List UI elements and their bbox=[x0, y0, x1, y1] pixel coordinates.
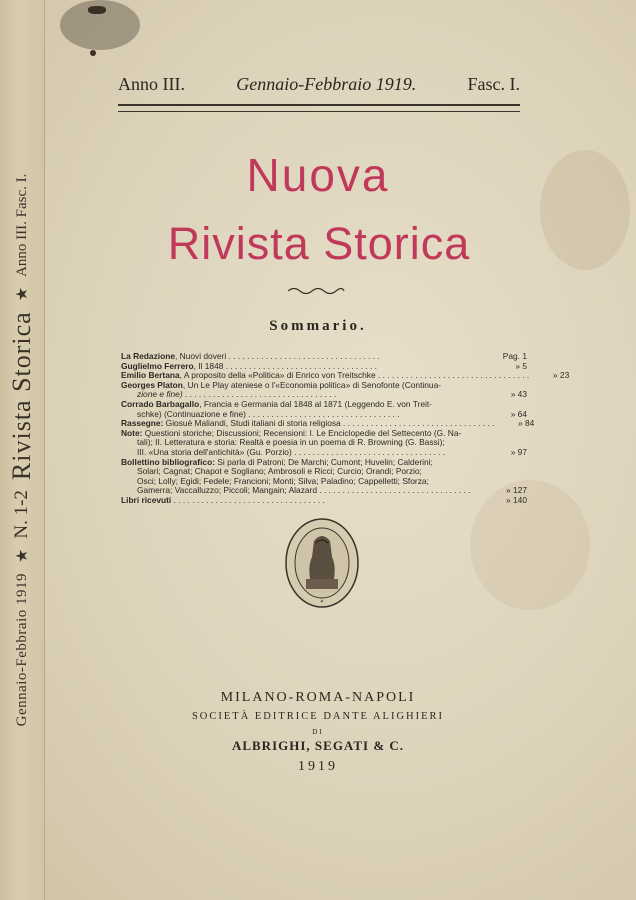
toc-author: Emilio Bertana bbox=[121, 370, 180, 381]
toc-entry-text: Rassegne: Giosuè Maliandi, Studi italiani di storia religiosa . . . . . . . . . . . . . . . . . . . . . . . . . . . . . . . . . bbox=[121, 418, 495, 429]
toc-author: Bollettino bibliografico: bbox=[121, 456, 215, 467]
toc-title: , Nuovi doveri bbox=[174, 351, 227, 361]
toc-title: , A proposito della «Politica» di Enrico von Treitschke bbox=[179, 370, 376, 381]
toc-page-number: » 23 bbox=[552, 370, 570, 381]
toc-title: zione e fine) bbox=[137, 389, 183, 400]
toc-page-number: » 5 bbox=[515, 360, 527, 371]
toc-title: tali); II. Letteratura e storia: Realtà e poesia in un poema di R. Browning (G. Bassi); bbox=[137, 437, 445, 448]
spine-number: N. 1-2 bbox=[11, 490, 32, 539]
spine-anno: Anno III. Fasc. I. bbox=[13, 173, 30, 277]
issue-fascicle: Fasc. I. bbox=[467, 74, 520, 94]
star-icon: ★ bbox=[14, 548, 31, 563]
star-icon: ★ bbox=[14, 286, 31, 302]
spine-title: Rivista Storica bbox=[7, 311, 36, 481]
toc-author: La Redazione bbox=[121, 351, 175, 361]
toc-author: Rassegne: bbox=[121, 418, 164, 429]
toc-page-number: » 140 bbox=[506, 494, 527, 505]
toc-entry-text: Emilio Bertana, A proposito della «Politica» di Enrico von Treitschke . . . . . . . . . . . . . . . . . . . . . . . . . . . . . . . . . bbox=[121, 370, 530, 381]
toc-title: Gamerra; Vaccalluzzo; Piccoli; Mangain; Alazard bbox=[137, 485, 317, 496]
contents-heading: Sommario. bbox=[269, 318, 367, 334]
toc-title: , Il 1848 bbox=[193, 360, 224, 371]
toc-entry bbox=[121, 496, 527, 506]
toc-page-number: » 64 bbox=[510, 408, 527, 419]
publisher-cities: MILANO-ROMA-NAPOLI bbox=[220, 690, 416, 705]
toc-title: Osci; Lolly; Egidi; Fedele; Francioni; Monti; Silva; Paladino; Cappelletti; Sforza; bbox=[137, 475, 429, 486]
publisher-di: DI bbox=[312, 728, 324, 736]
hole-mark bbox=[90, 50, 96, 56]
toc-page-number: » 43 bbox=[510, 389, 527, 400]
spine-text bbox=[7, 174, 37, 727]
toc-page-number: » 97 bbox=[510, 446, 527, 457]
issue-header bbox=[118, 74, 520, 100]
spine-date: Gennaio-Febbraio 1919 bbox=[13, 573, 30, 727]
toc-title: Si parla di Patroni; De Marchi; Cumont; Huvelin; Calderini; bbox=[214, 456, 433, 467]
toc-author: Georges Platon bbox=[121, 379, 183, 390]
toc-entry-text: Libri ricevuti . . . . . . . . . . . . . . . . . . . . . . . . . . . . . . . . . bbox=[121, 494, 325, 505]
issue-year: Anno III. bbox=[118, 74, 185, 94]
publication-year: 1919 bbox=[298, 759, 338, 774]
toc-author: Note: bbox=[121, 427, 143, 438]
toc-title: Solari; Cagnat; Chapot e Sogliano; Ambrosoli e Ricci; Curcio; Orandi; Porzio; bbox=[137, 466, 422, 477]
publisher-name: ALBRIGHI, SEGATI & C. bbox=[231, 738, 405, 753]
toc-entry-text: Guglielmo Ferrero, Il 1848 . . . . . . . . . . . . . . . . . . . . . . . . . . . . . . . . . bbox=[121, 360, 377, 371]
issue-date: Gennaio-Febbraio 1919. bbox=[236, 74, 417, 94]
toc-title: schke) (Continuazione e fine) bbox=[137, 408, 246, 419]
torn-corner bbox=[88, 6, 106, 14]
toc-entry-text: schke) (Continuazione e fine) . . . . . . . . . . . . . . . . . . . . . . . . . . . . . . . . . bbox=[137, 408, 400, 419]
toc-page-number: » 84 bbox=[518, 418, 535, 429]
toc-title: , Un Le Play ateniese o l'«Economia politica» di Senofonte (Continua- bbox=[182, 379, 442, 390]
header-rule bbox=[118, 104, 520, 112]
toc-author: Guglielmo Ferrero bbox=[121, 360, 194, 371]
ornament-icon bbox=[286, 286, 346, 296]
toc-title: III. «Una storia dell'antichità» (Gu. Porzio) bbox=[137, 446, 292, 457]
title-line-1: Nuova bbox=[246, 149, 390, 201]
toc-author: Corrado Barbagallo bbox=[121, 398, 200, 409]
toc-entry-text: La Redazione, Nuovi doveri . . . . . . . . . . . . . . . . . . . . . . . . . . . . . . . . . bbox=[121, 351, 380, 361]
publisher-seal bbox=[284, 517, 360, 609]
toc-title: , Francia e Germania dal 1848 al 1871 (Leggendo E. von Treit- bbox=[199, 398, 432, 409]
svg-text:✶: ✶ bbox=[319, 599, 325, 605]
table-of-contents bbox=[121, 351, 570, 506]
title-line-2: Rivista Storica bbox=[167, 218, 471, 269]
publisher-society: SOCIETÀ EDITRICE DANTE ALIGHIERI bbox=[191, 711, 445, 722]
toc-page-number: » 127 bbox=[506, 485, 527, 496]
toc-author: Libri ricevuti bbox=[121, 494, 172, 505]
toc-title: Giosuè Maliandi, Studi italiani di storia religiosa bbox=[163, 418, 341, 429]
toc-entry-text: III. «Una storia dell'antichità» (Gu. Porzio) . . . . . . . . . . . . . . . . . . . . . . . . . . . . . . . . . bbox=[137, 446, 446, 457]
toc-entry-text: zione e fine) . . . . . . . . . . . . . . . . . . . . . . . . . . . . . . . . . bbox=[137, 389, 337, 400]
toc-page-number: Pag. 1 bbox=[502, 351, 527, 361]
toc-title: Questioni storiche; Discussioni; Recensioni: I. Le Enciclopedie del Settecento (G. Na- bbox=[142, 427, 462, 438]
toc-entry-text: Gamerra; Vaccalluzzo; Piccoli; Mangain; Alazard . . . . . . . . . . . . . . . . . . . . . . . . . . . . . . . . . bbox=[137, 485, 471, 496]
